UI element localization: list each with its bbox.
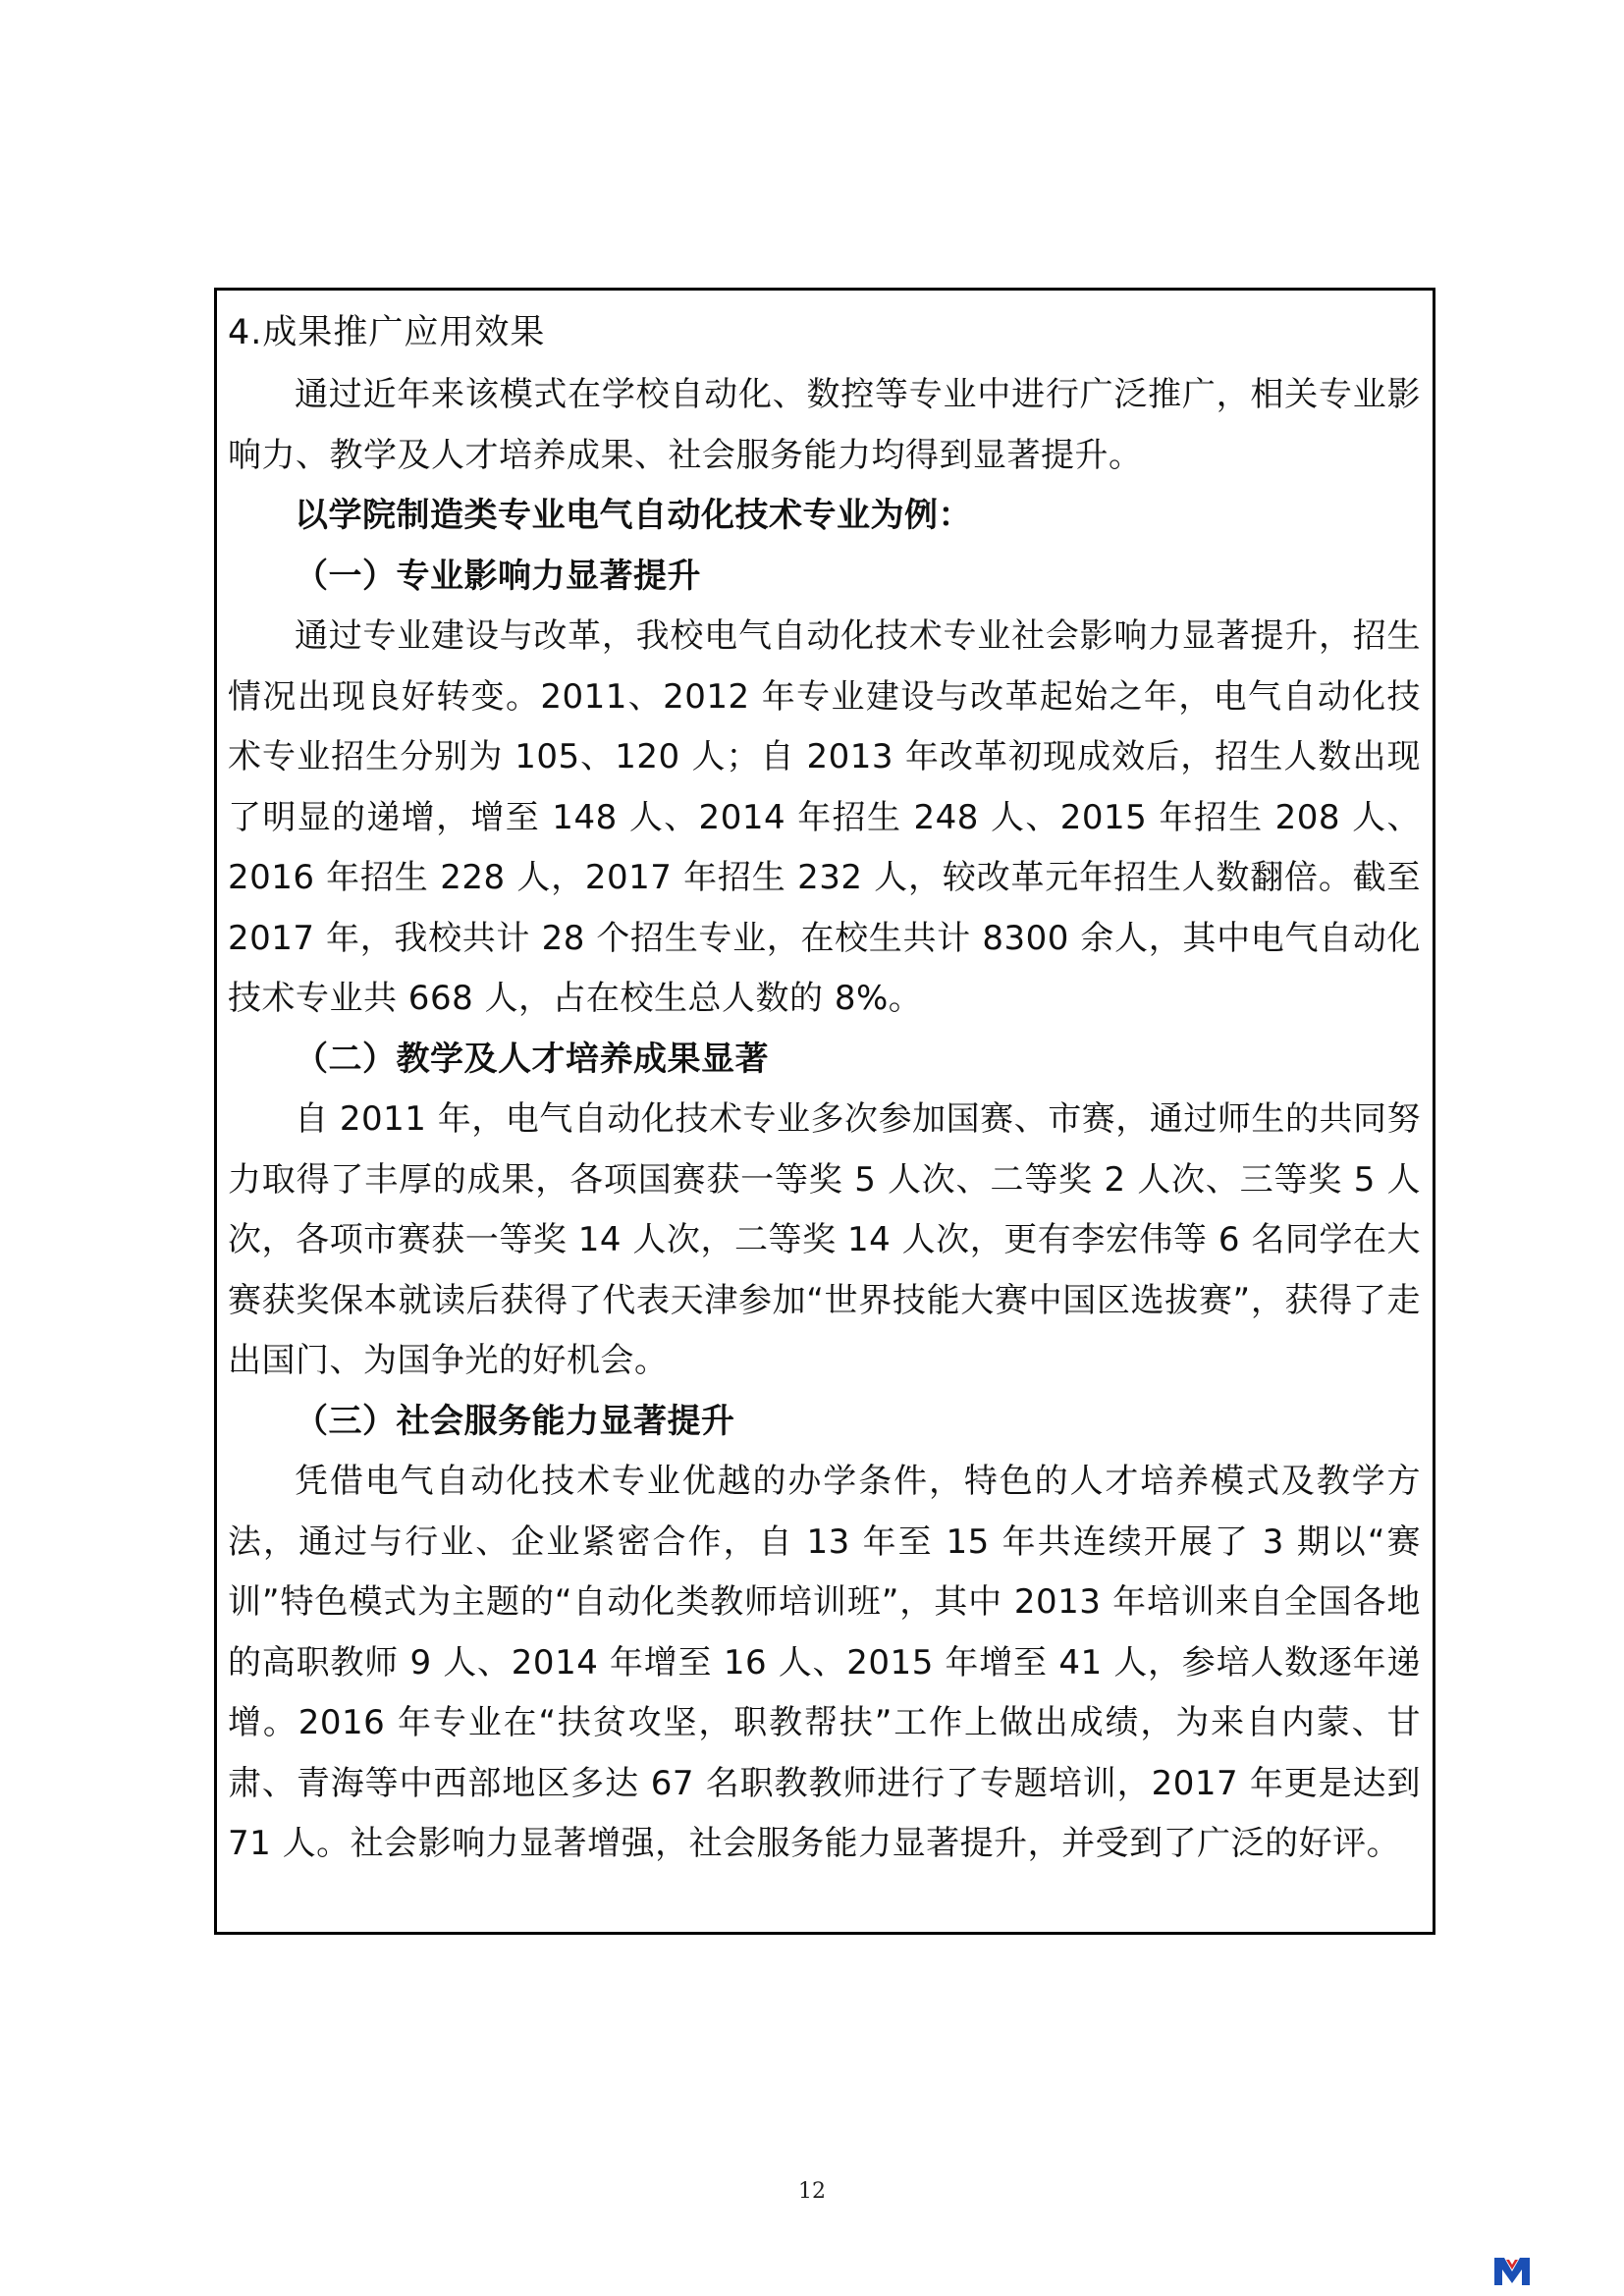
part-2-title: （二）教学及人才培养成果显著 bbox=[295, 1039, 769, 1079]
m-logo-icon bbox=[1492, 2254, 1532, 2287]
part-2-body: 自 2011 年，电气自动化技术专业多次参加国赛、市赛，通过师生的共同努力取得了丰厚的成果，各项国赛获一等奖 5 人次、二等奖 2 人次、三等奖 5 人次，各项市赛获一等奖 14 人次，二等奖 14 人次，更有李宏伟等 6 名同学在大赛获奖保本就读后获得了代表天津参加“世界技能大赛中国区选拔赛”，获得了走出国门、为国争光的好机会。 bbox=[228, 1099, 1421, 1380]
section-content bbox=[228, 304, 1421, 1875]
part-3-title: （三）社会服务能力显著提升 bbox=[295, 1401, 735, 1441]
section-heading: 4.成果推广应用效果 bbox=[228, 313, 546, 352]
part-1-title: （一）专业影响力显著提升 bbox=[295, 556, 701, 596]
intro-paragraph: 通过近年来该模式在学校自动化、数控等专业中进行广泛推广，相关专业影响力、教学及人才培养成果、社会服务能力均得到显著提升。 bbox=[228, 375, 1421, 475]
example-line: 以学院制造类专业电气自动化技术专业为例： bbox=[295, 496, 972, 535]
part-3-body: 凭借电气自动化技术专业优越的办学条件，特色的人才培养模式及教学方法，通过与行业、企业紧密合作，自 13 年至 15 年共连续开展了 3 期以“赛训”特色模式为主题的“自动化类教师培训班”，其中 2013 年培训来自全国各地的高职教师 9 人、2014 年增至 16 人、2015 年增至 41 人，参培人数逐年递增。2016 年专业在“扶贫攻坚，职教帮扶”工作上做出成绩，为来自内蒙、甘肃、青海等中西部地区多达 67 名职教教师进行了专题培训，2017 年更是达到 71 人。社会影响力显著增强，社会服务能力显著提升，并受到了广泛的好评。 bbox=[228, 1462, 1421, 1863]
part-1-body: 通过专业建设与改革，我校电气自动化技术专业社会影响力显著提升，招生情况出现良好转变。2011、2012 年专业建设与改革起始之年，电气自动化技术专业招生分别为 105、120 人；自 2013 年改革初现成效后，招生人数出现了明显的递增，增至 148 人、2014 年招生 248 人、2015 年招生 208 人、2016 年招生 228 人，2017 年招生 232 人，较改革元年招生人数翻倍。截至 2017 年，我校共计 28 个招生专业，在校生共计 8300 余人，其中电气自动化技术专业共 668 人，占在校生总人数的 8%。 bbox=[228, 616, 1421, 1018]
page-number: 12 bbox=[798, 2179, 826, 2204]
